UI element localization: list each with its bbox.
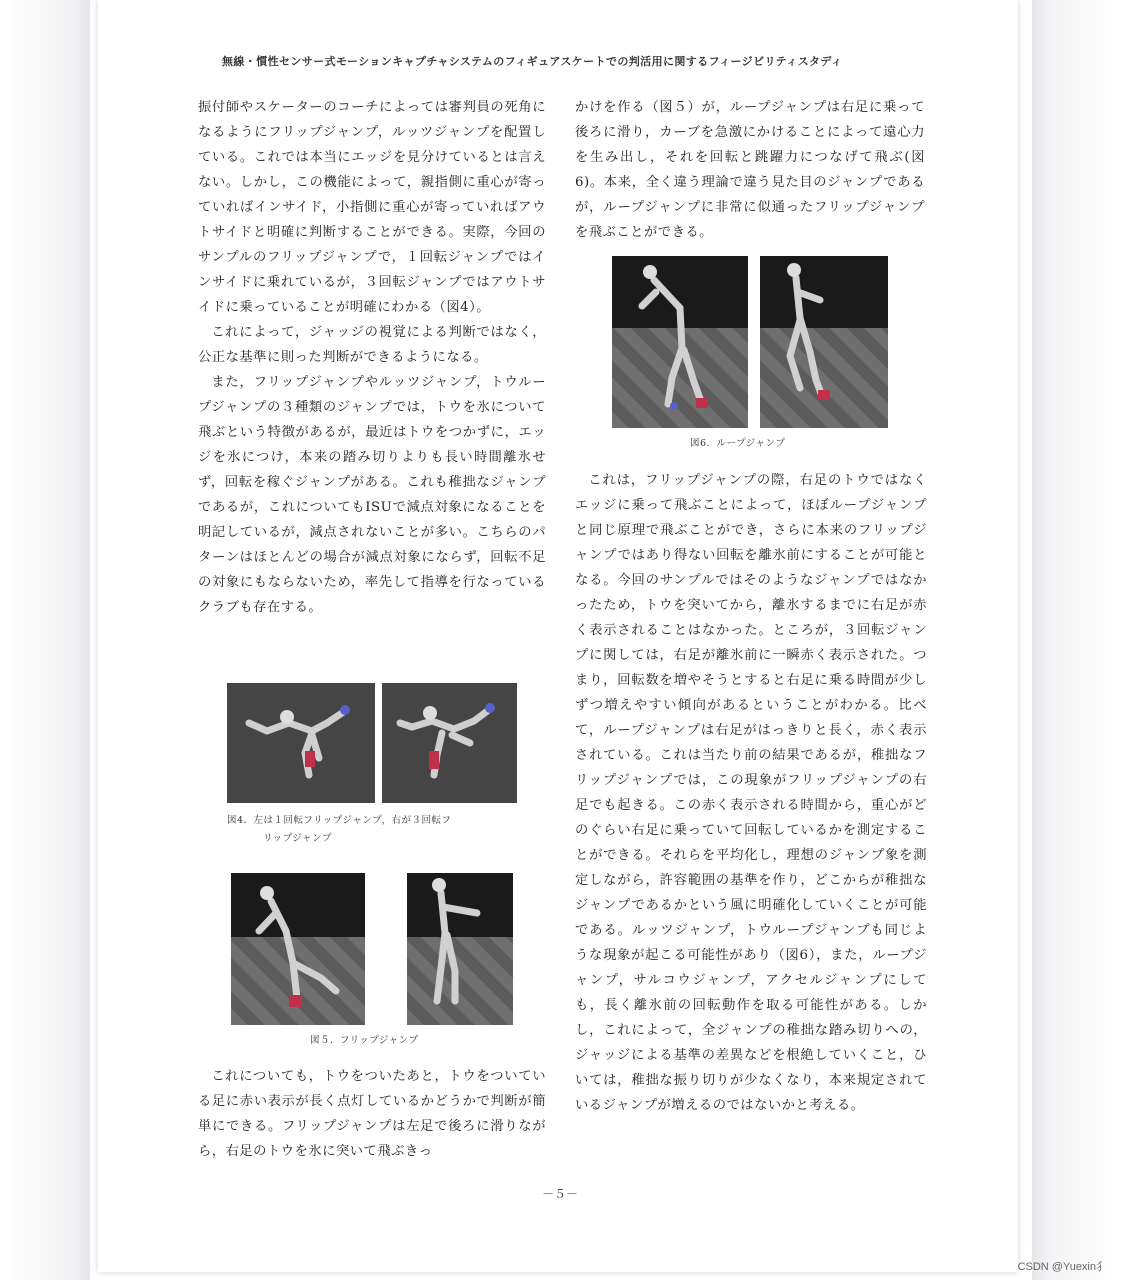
paragraph: これは，フリップジャンプの際，右足のトウではなくエッジに乗って飛ぶことによって，ほぼループジャンプと同じ原理で飛ぶことができ，さらに本来のフリップジャンプではあり得ない回転を離氷前にすることが可能となる。今回のサンプルではそのようなジャンプではなかったため，トウを突いてから，離氷するまでに右足が赤く表示されることはなかった。ところが，３回転ジャンプに関しては，右足が離氷前に一瞬赤く表示された。つまり，回転数を増やそうとすると右足に乗る時間が少しずつ増えやすい傾向があるということがわかる。比べて，ループジャンプは右足がはっきりと長く，赤く表示されている。これは当たり前の結果であるが，稚拙なフリップジャンプでは，この現象がフリップジャンプの右足でも起きる。この赤く表示される時間から，重心がどのぐらい右足に乗っていて回転しているかを測定することができる。それらを平均化し，理想のジャンプ象を測定しながら，許容範囲の基準を作り，どこからが稚拙なジャンプであるかという風に明確化していくことが可能である。ルッツジャンプ，トウループジャンプも同じような現象が起こる可能性があり（図6），また，ループジャンプ，サルコウジャンプ，アクセルジャンプにしても，長く離氷前の回転動作を取る可能性がある。しかし，これによって，全ジャンプの稚拙な踏み切りへの，ジャッジによる基準の差異などを根絶していくこと，ひいては，稚拙な振り切りが少なくなり，本来規定されているジャンプが増えるのではないかと考える。 — [575, 473, 927, 1113]
figure-5-left-image — [231, 873, 365, 1025]
viewer-left-margin — [0, 0, 90, 1280]
figure-6-right-image — [760, 256, 888, 428]
page-number: －５－ — [541, 1187, 578, 1201]
right-column-bottom-text — [575, 468, 927, 1118]
paragraph: かけを作る（図５）が，ループジャンプは右足に乗って後ろに滑り，カーブを急激にかけることによって遠心力を生み出し，それを回転と跳躍力につなげて飛ぶ(図6)。本来，全く違う理論で違う見た目のジャンプであるが，ループジャンプに非常に似通ったフリップジャンプを飛ぶことができる。 — [575, 100, 925, 240]
caption-line: リップジャンプ — [263, 833, 333, 844]
left-column-text — [198, 95, 546, 620]
caption-line: 図4．左は１回転フリップジャンプ，右が３回転フ — [227, 815, 452, 826]
paragraph: 振付師やスケーターのコーチによっては審判員の死角になるようにフリップジャンプ，ルッツジャンプを配置している。これでは本当にエッジを見分けているとは言えない。しかし，この機能によって，親指側に重心が寄っていればインサイド，小指側に重心が寄っていればアウトサイドと明確に判断することができる。実際，今回のサンプルのフリップジャンプで，１回転ジャンプではインサイドに乗れているが，３回転ジャンプではアウトサイドに乗っていることが明確にわかる（図4）。 — [198, 100, 546, 315]
figure-5-right-image — [407, 873, 513, 1025]
right-column-text — [575, 95, 925, 245]
paragraph: これによって，ジャッジの視覚による判断ではなく，公正な基準に則った判断ができるようになる。 — [198, 325, 546, 365]
running-head: 無線・慣性センサー式モーションキャプチャシステムのフィギュアスケートでの判活用に関するフィージビリティスタディ — [222, 55, 843, 68]
figure-4-caption — [227, 812, 527, 848]
figure-4-left-image — [227, 683, 375, 803]
figure-6-caption: 図6．ループジャンプ — [690, 438, 786, 449]
watermark: CSDN @Yuexin⺨ — [1017, 1261, 1107, 1273]
paragraph: また，フリップジャンプやルッツジャンプ，トウループジャンプの３種類のジャンプでは，トウを氷について飛ぶという特徴があるが，最近はトウをつかずに，エッジを氷につけ，本来の踏み切りよりも長い時間離氷せず，回転を稼ぐジャンプがある。これも稚拙なジャンプであるが，これについてもISUで減点対象になることを明記しているが，減点されないことが多い。こちらのパターンはほとんどの場合が減点対象にならず，回転不足の対象にもならないため，率先して指導を行なっているクラブも存在する。 — [198, 375, 546, 615]
figure-5-caption: 図５．フリップジャンプ — [310, 1035, 419, 1046]
viewer-right-margin — [1032, 0, 1121, 1280]
figure-6-left-image — [612, 256, 748, 428]
figure-4-right-image — [382, 683, 517, 803]
left-column-bottom-text — [198, 1064, 546, 1164]
paragraph: これについても，トウをついたあと，トウをついている足に赤い表示が長く点灯しているかどうかで判断が簡単にできる。フリップジャンプは左足で後ろに滑りながら，右足のトウを氷に突いて飛ぶきっ — [198, 1069, 546, 1159]
